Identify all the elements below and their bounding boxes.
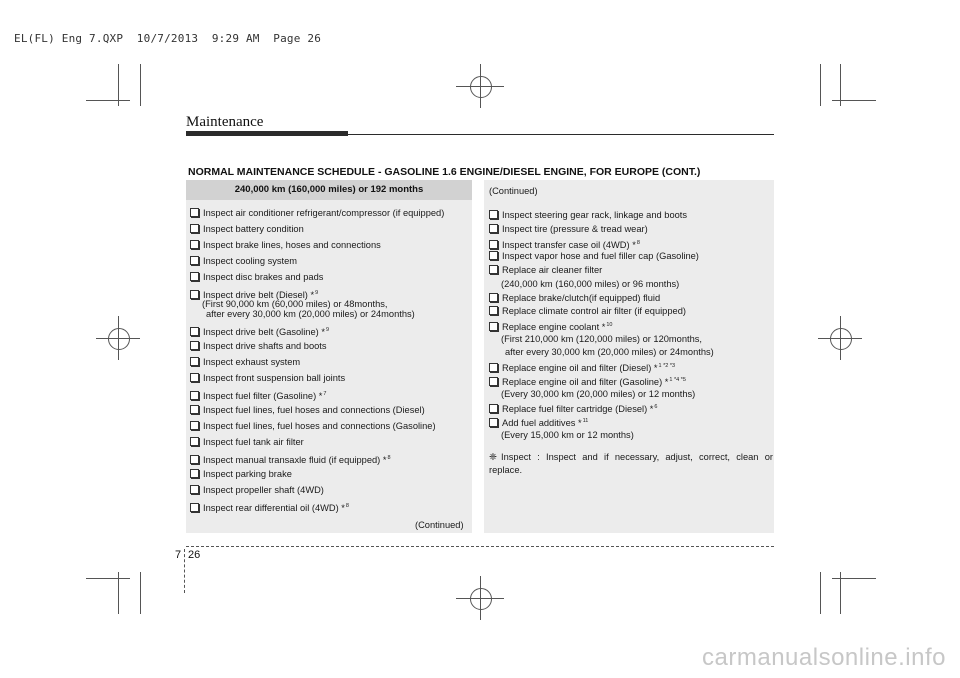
footer-rule xyxy=(186,546,774,547)
checklist-item xyxy=(190,420,436,432)
checklist-item-label: Inspect rear differential oil (4WD) * xyxy=(203,503,345,513)
checklist-item xyxy=(190,356,300,368)
checklist-item-label: Replace engine coolant * xyxy=(502,322,606,333)
checklist-item-label: Inspect steering gear rack, linkage and boots xyxy=(502,210,688,220)
checklist-item-label: Inspect parking brake xyxy=(203,469,292,479)
checkbox-icon xyxy=(489,293,498,302)
checkbox-icon xyxy=(190,391,199,400)
checklist-item xyxy=(489,401,657,415)
checkbox-icon xyxy=(489,306,498,315)
checklist-item-label: Inspect exhaust system xyxy=(203,357,301,367)
checklist-item-label: Add fuel additives * xyxy=(502,418,582,429)
checklist-item-label: Inspect fuel lines, fuel hoses and connections (Diesel) xyxy=(203,405,425,415)
checklist-item-label: Inspect fuel filter (Gasoline) * xyxy=(203,391,323,401)
checklist-item xyxy=(190,468,292,480)
footnote-ref: 8 xyxy=(345,503,349,509)
checklist-item xyxy=(489,305,686,317)
checklist-item-label: Replace engine oil and filter (Diesel) * xyxy=(502,363,658,374)
checklist-item-label: Inspect propeller shaft (4WD) xyxy=(203,485,324,495)
checkbox-icon xyxy=(190,290,199,299)
checklist-item xyxy=(190,207,444,219)
checkbox-icon xyxy=(489,404,498,413)
checkbox-icon xyxy=(190,455,199,464)
checklist-item-label: Inspect front suspension ball joints xyxy=(203,373,346,383)
page-number: 26 xyxy=(188,549,201,561)
checklist-item-label: Inspect drive belt (Diesel) * xyxy=(203,290,315,300)
checklist-item xyxy=(489,319,613,333)
checklist-item xyxy=(190,500,349,514)
checkbox-icon xyxy=(489,224,498,233)
checklist-item-label: Replace air cleaner filter xyxy=(502,265,603,276)
note-text: Inspect : Inspect and if necessary, adjust, correct, clean or replace. xyxy=(489,452,773,475)
checklist-item-label: Replace climate control air filter (if equipped) xyxy=(502,306,686,317)
checkbox-icon xyxy=(489,265,498,274)
checkbox-icon xyxy=(190,256,199,265)
checklist-item-label: Inspect manual transaxle fluid (if equipped) * xyxy=(203,455,387,465)
footnote-ref: 9 xyxy=(325,327,330,333)
right-continued-label: (Continued) xyxy=(489,186,538,196)
checklist-item-detail: (Every 30,000 km (20,000 miles) or 12 months) xyxy=(501,388,696,399)
header-bar xyxy=(186,131,348,136)
inspect-note xyxy=(489,451,773,477)
checklist-item-detail: (Every 15,000 km or 12 months) xyxy=(501,429,634,440)
checkbox-icon xyxy=(489,363,498,372)
watermark: carmanualsonline.info xyxy=(702,644,946,671)
checklist-item xyxy=(190,372,345,384)
checklist-item-label: Inspect fuel tank air filter xyxy=(203,437,304,447)
checklist-item xyxy=(489,360,675,374)
footnote-ref: 8 xyxy=(387,455,391,461)
chapter-number: 7 xyxy=(175,549,182,561)
checklist-item-detail: after every 30,000 km (20,000 miles) or 24months) xyxy=(505,347,714,358)
footnote-ref: 8 xyxy=(636,239,640,246)
footnote-ref: 1 *4 *5 xyxy=(669,377,686,383)
checklist-item xyxy=(489,264,602,276)
checklist-item-detail: after every 30,000 km (20,000 miles) or 24months) xyxy=(206,309,415,319)
checklist-item xyxy=(190,255,297,267)
checklist-item-detail: (240,000 km (160,000 miles) or 96 months) xyxy=(501,278,680,289)
checklist-item-detail: (First 210,000 km (120,000 miles) or 120months, xyxy=(501,333,703,344)
checkbox-icon xyxy=(489,240,498,249)
left-continued-label: (Continued) xyxy=(415,520,464,530)
checklist-item-detail: (First 90,000 km (60,000 miles) or 48months, xyxy=(202,298,388,309)
checklist-item-label: Inspect transfer case oil (4WD) * xyxy=(502,239,636,250)
checklist-item xyxy=(489,415,588,429)
checkbox-icon xyxy=(190,421,199,430)
checkbox-icon xyxy=(190,341,199,350)
checklist-item xyxy=(489,250,699,262)
section-title: Maintenance xyxy=(186,114,264,130)
schedule-title: NORMAL MAINTENANCE SCHEDULE - GASOLINE 1.6 ENGINE/DIESEL ENGINE, FOR EUROPE (CONT.) xyxy=(188,166,701,178)
checklist-item-label: Inspect air conditioner refrigerant/compressor (if equipped) xyxy=(203,208,445,218)
checklist-item-label: Inspect fuel lines, fuel hoses and connections (Gasoline) xyxy=(203,421,436,431)
checkbox-icon xyxy=(489,210,498,219)
header-rule xyxy=(348,134,774,135)
checklist-item xyxy=(190,436,304,448)
checkbox-icon xyxy=(190,405,199,414)
checklist-item xyxy=(489,209,687,221)
checklist-item-label: Inspect drive shafts and boots xyxy=(203,341,327,351)
checklist-item-label: Inspect disc brakes and pads xyxy=(203,272,324,282)
checkbox-icon xyxy=(190,485,199,494)
footnote-ref: 11 xyxy=(582,418,589,425)
checkbox-icon xyxy=(489,322,498,331)
footnote-ref: 10 xyxy=(606,322,613,329)
checklist-item xyxy=(190,484,324,496)
checkbox-icon xyxy=(190,503,199,512)
checklist-item xyxy=(489,237,640,251)
checkbox-icon xyxy=(190,373,199,382)
checklist-item xyxy=(190,271,323,283)
checkbox-icon xyxy=(190,240,199,249)
checkbox-icon xyxy=(489,418,498,427)
checkbox-icon xyxy=(489,251,498,260)
checklist-item-label: Inspect cooling system xyxy=(203,256,298,266)
checklist-item-label: Inspect tire (pressure & tread wear) xyxy=(502,223,648,234)
checklist-item xyxy=(190,340,327,352)
footnote-ref: 9 xyxy=(315,290,319,296)
checklist-item xyxy=(190,223,304,235)
checkbox-icon xyxy=(190,224,199,233)
checkbox-icon xyxy=(190,208,199,217)
checklist-item-label: Inspect vapor hose and fuel filler cap (Gasoline) xyxy=(502,251,699,262)
checkbox-icon xyxy=(489,377,498,386)
checklist-item xyxy=(190,239,381,251)
checkbox-icon xyxy=(190,469,199,478)
checklist-item-label: Replace brake/clutch(if equipped) fluid xyxy=(502,292,661,303)
checklist-item-label: Replace fuel filter cartridge (Diesel) * xyxy=(502,404,654,415)
checklist-item xyxy=(190,404,425,416)
checklist-item xyxy=(489,292,660,304)
page-divider xyxy=(184,549,186,593)
checkbox-icon xyxy=(190,272,199,281)
interval-header: 240,000 km (160,000 miles) or 192 months xyxy=(186,180,472,200)
footnote-ref: 1 *2 *3 xyxy=(658,363,676,370)
checklist-item xyxy=(489,223,648,235)
checkbox-icon xyxy=(190,437,199,446)
checklist-item xyxy=(489,374,686,388)
checklist-item-label: Inspect drive belt (Gasoline) * xyxy=(203,327,325,337)
checklist-item xyxy=(190,452,391,466)
checklist-item-label: Replace engine oil and filter (Gasoline) * xyxy=(502,377,669,387)
note-symbol: ❈ xyxy=(489,452,497,462)
checkbox-icon xyxy=(190,327,199,336)
footnote-ref: 7 xyxy=(323,391,327,397)
checklist-item-label: Inspect brake lines, hoses and connections xyxy=(203,240,381,250)
print-slug: EL(FL) Eng 7.QXP 10/7/2013 9:29 AM Page 26 xyxy=(14,32,322,45)
footnote-ref: 6 xyxy=(654,404,658,411)
checkbox-icon xyxy=(190,357,199,366)
checklist-item xyxy=(190,324,329,338)
checklist-item xyxy=(190,388,326,402)
checklist-item-label: Inspect battery condition xyxy=(203,224,304,234)
